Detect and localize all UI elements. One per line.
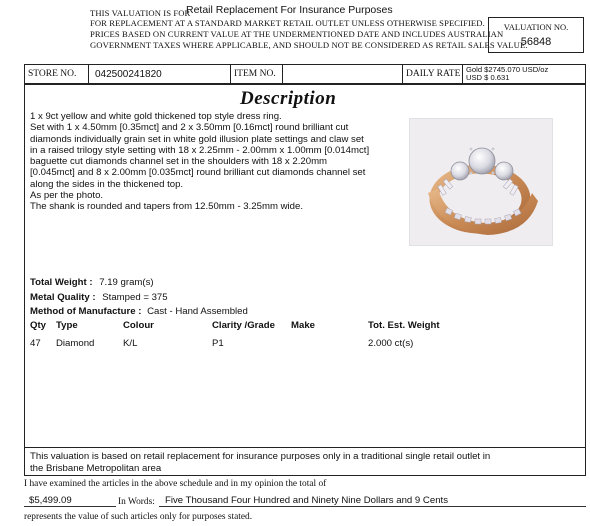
description-line: As per the photo. <box>30 190 104 202</box>
stone-weight: 2.000 ct(s) <box>368 338 414 349</box>
description-line: The shank is rounded and tapers from 12.50mm - 3.25mm wide. <box>30 201 304 213</box>
usd-rate: USD $ 0.631 <box>466 73 510 82</box>
valuation-number: 56848 <box>520 36 552 48</box>
basis-line-2: the Brisbane Metropolitan area <box>30 462 162 474</box>
store-info-row <box>24 64 586 84</box>
description-line: baguette cut diamonds channel set in the shoulders with 18 x 2.20mm <box>30 156 328 168</box>
header-label-prefix: THIS VALUATION IS FOR <box>90 8 191 18</box>
stone-type: Diamond <box>56 338 95 349</box>
certification-line-1: I have examined the articles in the above schedule and in my opinion the total of <box>24 479 327 489</box>
valuation-label: VALUATION NO. <box>503 22 569 32</box>
description-line: Set with 1 x 4.50mm [0.35mct] and 2 x 3.50mm [0.16mct] round brilliant cut <box>30 122 349 134</box>
col-colour-header: Colour <box>123 320 154 331</box>
header-title: Retail Replacement For Insurance Purposes <box>186 4 393 16</box>
header-line-2: PRICES BASED ON CURRENT VALUE AT THE UNDERMENTIONED DATE AND INCLUDES AUSTRALIAN <box>90 29 504 39</box>
valuation-basis-note <box>24 447 586 476</box>
metal-quality-value: Stamped = 375 <box>102 292 168 303</box>
metal-quality-row <box>30 292 168 303</box>
col-qty-header: Qty <box>30 320 46 331</box>
total-weight-row <box>30 277 154 288</box>
col-weight-header: Tot. Est. Weight <box>368 320 440 331</box>
description-line: 1 x 9ct yellow and white gold thickened top style dress ring. <box>30 111 282 122</box>
in-words-label: In Words: <box>118 497 155 507</box>
description-line: diamonds individually grain set in white gold illusion plate settings and claw set <box>30 133 364 145</box>
stone-clarity: P1 <box>212 338 224 349</box>
description-line: in a raised trilogy style setting with 18 x 2.25mm - 2.00mm x 1.00mm [0.014mct] <box>30 144 370 156</box>
ring-photo <box>409 118 553 246</box>
item-no-label: ITEM NO. <box>234 69 276 79</box>
manufacture-method-row <box>30 306 248 317</box>
col-make-header: Make <box>291 320 315 331</box>
col-clarity-header: Clarity /Grade <box>212 320 275 331</box>
stone-colour: K/L <box>123 338 138 349</box>
daily-rate-label: DAILY RATE <box>406 69 461 79</box>
description-text <box>30 111 369 213</box>
total-amount: $5,499.09 <box>24 495 116 507</box>
header-line-1: FOR REPLACEMENT AT A STANDARD MARKET RETAIL OUTLET UNLESS OTHERWISE SPECIFIED. <box>90 18 485 28</box>
manufacture-method-label: Method of Manufacture : <box>30 306 142 317</box>
total-weight-label: Total Weight : <box>30 277 93 288</box>
basis-line-1: This valuation is based on retail replacement for insurance purposes only in a traditional single retail outlet in <box>30 451 491 462</box>
header-line-3: GOVERNMENT TAXES WHERE APPLICABLE, AND SHOULD NOT BE CONSIDERED AS RETAIL SALES VALUE. <box>90 40 528 50</box>
amount-in-words: Five Thousand Four Hundred and Ninety Nine Dollars and 9 Cents <box>159 495 586 507</box>
description-heading: Description <box>240 88 337 109</box>
store-no-value: 042500241820 <box>95 68 162 80</box>
stone-qty: 47 <box>30 338 41 349</box>
manufacture-method-value: Cast - Hand Assembled <box>147 306 248 317</box>
valuation-number-box <box>488 17 584 53</box>
description-line: [0.045mct] and 8 x 2.00mm [0.035mct] round brilliant cut diamonds channel set <box>30 167 366 179</box>
metal-quality-label: Metal Quality : <box>30 292 96 303</box>
ring-icon <box>410 119 554 247</box>
col-type-header: Type <box>56 320 78 331</box>
description-line: along the sides in the thickened top. <box>30 178 184 190</box>
total-weight-value: 7.19 gram(s) <box>99 277 154 288</box>
gold-rate: Gold $2745.070 USD/oz <box>466 65 549 74</box>
certification-line-3: represents the value of such articles only for purposes stated. <box>24 512 253 522</box>
store-no-label: STORE NO. <box>28 69 77 79</box>
